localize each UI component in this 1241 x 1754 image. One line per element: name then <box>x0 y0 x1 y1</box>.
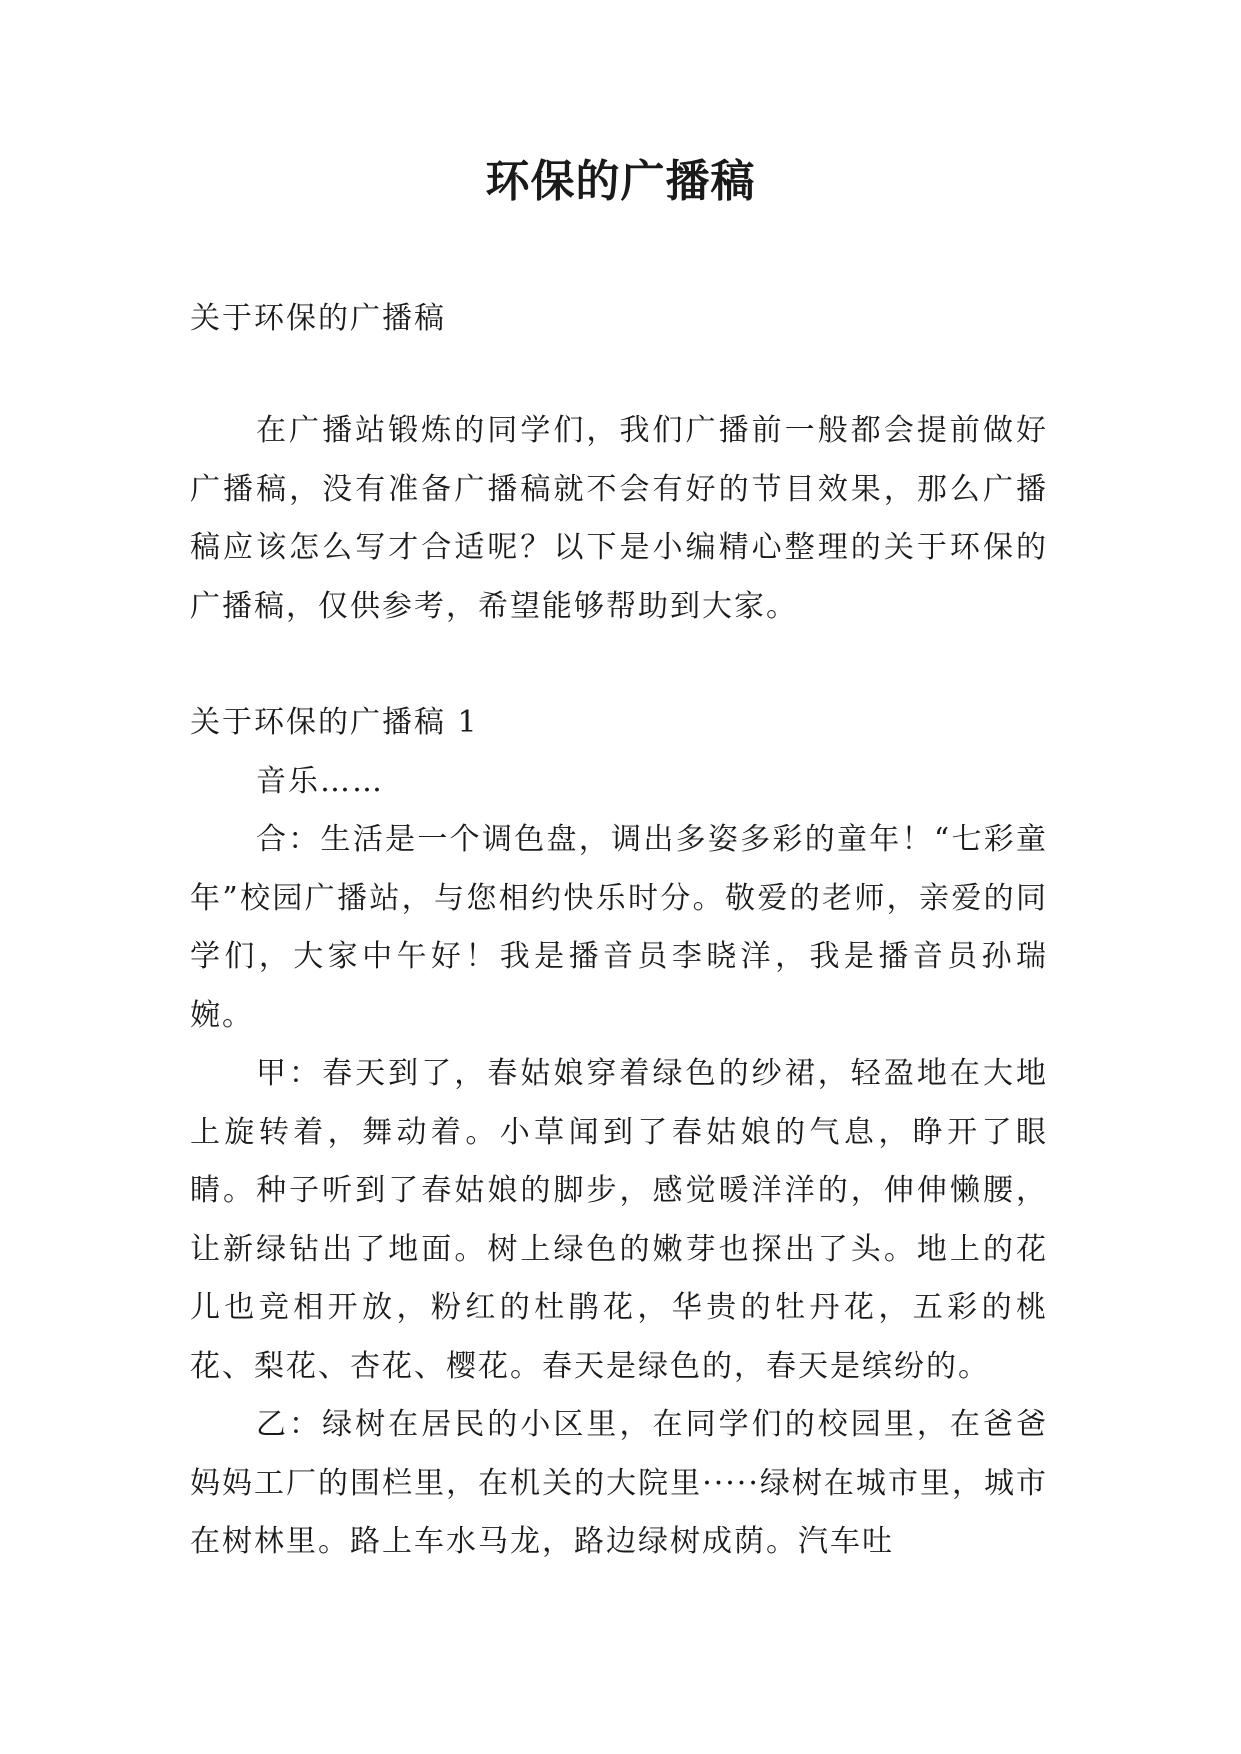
document-subtitle: 关于环保的广播稿 <box>190 301 446 336</box>
body-paragraph-music: 音乐…… <box>256 763 384 799</box>
section-1 <box>190 694 1048 1572</box>
intro-paragraph: 在广播站锻炼的同学们，我们广播前一般都会提前做好广播稿，没有准备广播稿就不会有好的节目效果，那么广播稿应该怎么写才合适呢？以下是小编精心整理的关于环保的广播稿，仅供参考，希望能够帮助到大家。 <box>190 413 1048 624</box>
body-paragraph-jia: 甲：春天到了，春姑娘穿着绿色的纱裙，轻盈地在大地上旋转着，舞动着。小草闻到了春姑娘的气息，睁开了眼睛。种子听到了春姑娘的脚步，感觉暖洋洋的，伸伸懒腰，让新绿钻出了地面。树上绿色的嫩芽也探出了头。地上的花儿也竞相开放，粉红的杜鹃花，华贵的牡丹花，五彩的桃花、梨花、杏花、樱花。春天是绿色的，春天是缤纷的。 <box>190 1056 1048 1384</box>
body-paragraph-he: 合：生活是一个调色盘，调出多姿多彩的童年！“七彩童年”校园广播站，与您相约快乐时分。敬爱的老师，亲爱的同学们，大家中午好！我是播音员李晓洋，我是播音员孙瑞婉。 <box>190 822 1048 1033</box>
document-title: 环保的广播稿 <box>485 156 756 207</box>
body-paragraph-yi: 乙：绿树在居民的小区里，在同学们的校园里，在爸爸妈妈工厂的围栏里，在机关的大院里·····绿树在城市里，城市在树林里。路上车水马龙，路边绿树成荫。汽车吐 <box>190 1407 1048 1559</box>
section-heading: 关于环保的广播稿 1 <box>190 705 479 740</box>
